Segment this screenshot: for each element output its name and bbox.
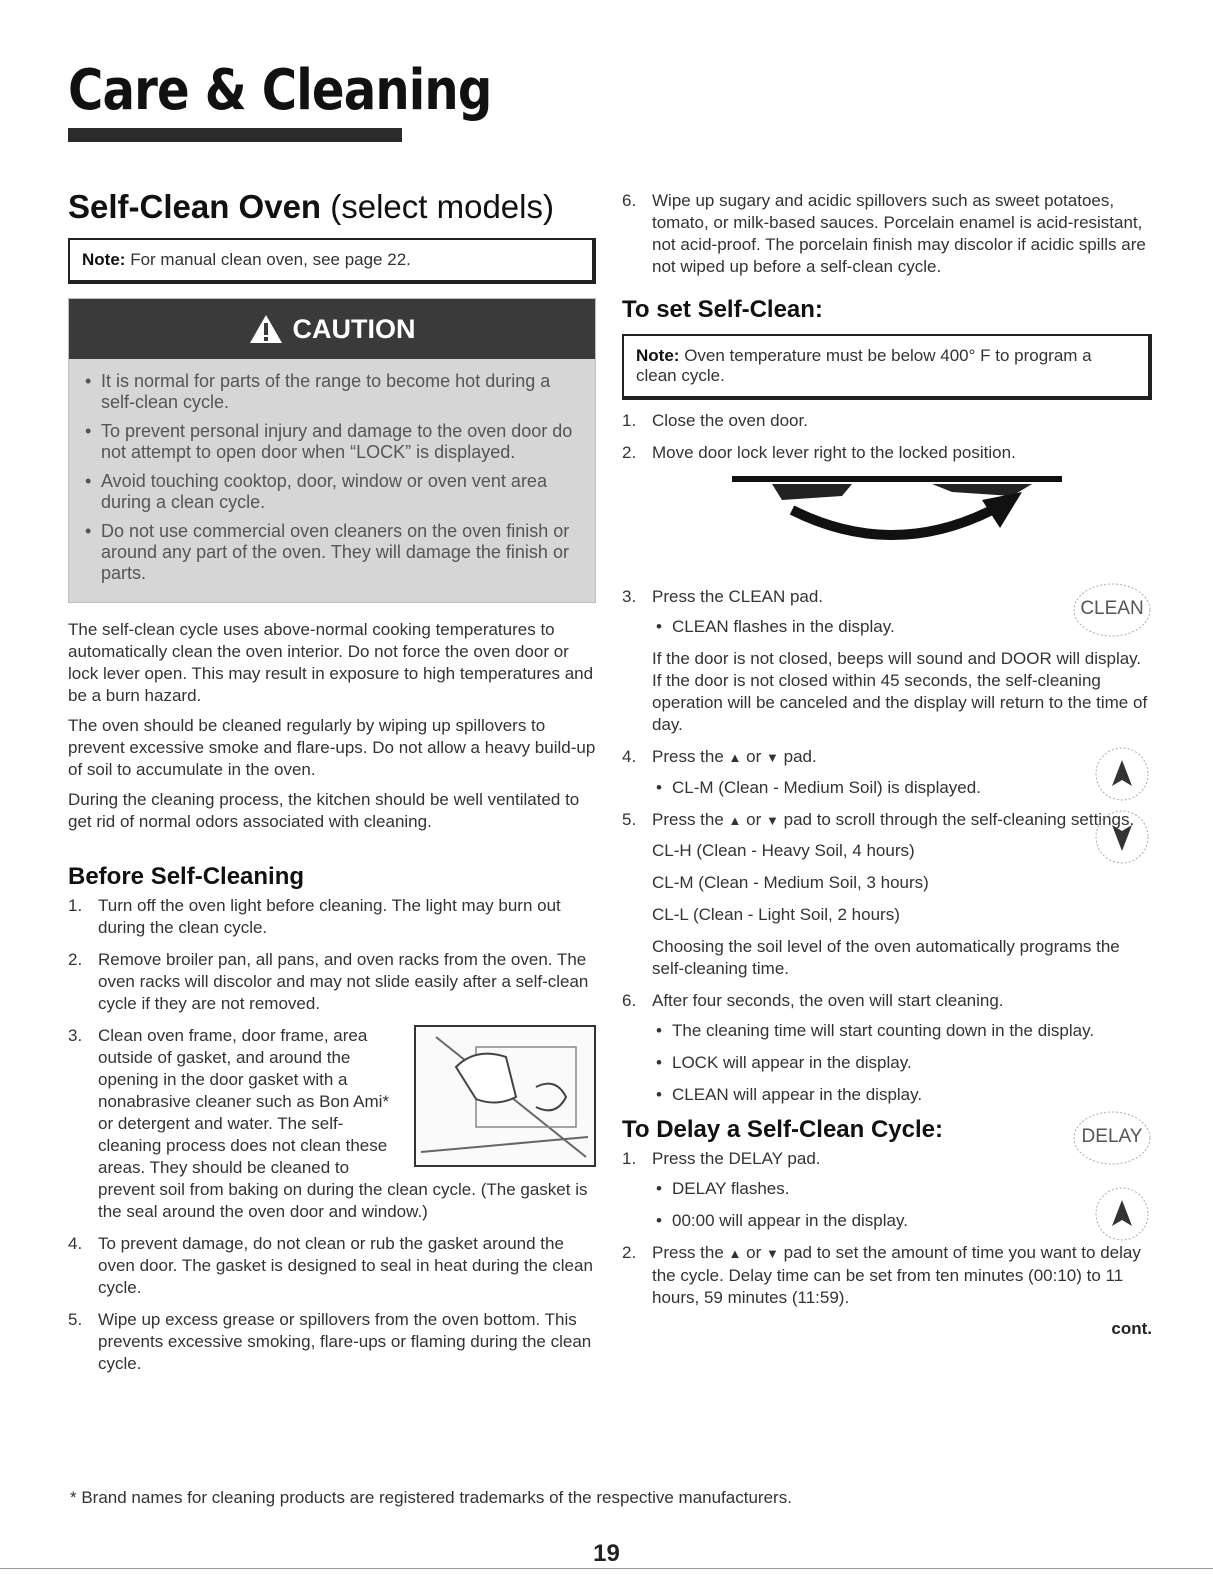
step-text: Move door lock lever right to the locked position.	[652, 443, 1016, 462]
bullet-item: • The cleaning time will start counting down in the display.	[652, 1020, 1152, 1042]
continued-label: cont.	[1111, 1319, 1152, 1338]
step-item	[622, 990, 1152, 1106]
clean-display-text: CLEAN	[1080, 598, 1144, 619]
step-number: 3.	[622, 587, 637, 606]
footnote: * Brand names for cleaning products are registered trademarks of the respective manufacturers.	[70, 1488, 792, 1507]
step-number: 5.	[622, 810, 637, 829]
bullet-item: • CLEAN flashes in the display.	[652, 616, 1152, 638]
caution-item: • It is normal for parts of the range to become hot during a self-clean cycle.	[79, 371, 585, 413]
step-text-post: pad.	[783, 747, 817, 766]
note-label: Note:	[636, 346, 680, 365]
note-label: Note:	[82, 250, 126, 269]
step-number: 2.	[622, 443, 637, 462]
step-item	[622, 190, 1152, 278]
step-number: 1.	[68, 896, 83, 915]
down-arrow-pad-icon	[1092, 809, 1152, 865]
down-arrow-icon: ▼	[766, 1246, 779, 1261]
step-text-pre: Press the	[652, 1243, 724, 1262]
set-heading: To set Self-Clean:	[622, 296, 823, 323]
step-item	[622, 410, 1152, 432]
step-text: Press the CLEAN pad.	[652, 587, 824, 606]
step-text-or: or	[746, 810, 762, 829]
step-text: Wipe up excess grease or spillovers from the oven bottom. This prevents excessive smoking, flare-ups or flaming during the clean cycle.	[98, 1310, 592, 1373]
bullet-item: • 00:00 will appear in the display.	[652, 1210, 1152, 1232]
up-arrow-icon: ▲	[728, 813, 742, 828]
step-text: Turn off the oven light before cleaning. The light may burn out during the clean cycle.	[98, 896, 561, 937]
step-item	[68, 949, 596, 1015]
bullet-item: • DELAY flashes.	[652, 1178, 1152, 1200]
step-text: Close the oven door.	[652, 411, 808, 430]
step-number: 1.	[622, 1149, 637, 1168]
soil-level-line: CL-H (Clean - Heavy Soil, 4 hours)	[652, 841, 915, 860]
bullet-item: • LOCK will appear in the display.	[652, 1052, 1152, 1074]
down-arrow-icon: ▼	[766, 813, 779, 828]
step-item	[622, 809, 1152, 980]
note-text: Oven temperature must be below 400° F to program a clean cycle.	[636, 346, 1092, 385]
step-text: Wipe up sugary and acidic spillovers such as sweet potatoes, tomato, or milk-based sauces. Porcelain enamel is acid-resistant, not acid-proof. The porcelain finish may discolor if acidic spills are not wiped up before a self-clean cycle.	[652, 191, 1146, 276]
caution-item: • Avoid touching cooktop, door, window or oven vent area during a clean cycle.	[79, 471, 585, 513]
step-item	[622, 442, 1152, 576]
page-heading	[68, 188, 596, 226]
step-number: 6.	[622, 191, 637, 210]
step-number: 6.	[622, 991, 637, 1010]
bottom-rule	[0, 1568, 1213, 1569]
caution-item: • Do not use commercial oven cleaners on the oven finish or around any part of the oven. They will damage the finish or parts.	[79, 521, 585, 584]
note-text: For manual clean oven, see page 22.	[130, 250, 411, 269]
intro-paragraph: During the cleaning process, the kitchen should be well ventilated to get rid of normal odors associated with cleaning.	[68, 790, 580, 831]
section-title: Care & Cleaning	[68, 58, 492, 123]
down-arrow-icon: ▼	[766, 750, 779, 765]
right-column	[622, 190, 1152, 1339]
step-text-or: or	[746, 1243, 762, 1262]
step-item	[622, 586, 1152, 736]
step-number: 4.	[68, 1234, 83, 1253]
step-text: Remove broiler pan, all pans, and oven racks from the oven. The oven racks will discolor and may not slide easily after a self-clean cycle if they are not removed.	[98, 950, 589, 1013]
step-number: 2.	[68, 950, 83, 969]
step-item	[68, 1233, 596, 1299]
caution-list	[69, 359, 595, 584]
step-text: To prevent damage, do not clean or rub the gasket around the oven door. The gasket is designed to seal in heat during the clean cycle.	[98, 1234, 593, 1297]
title-rule	[68, 128, 402, 142]
step-text-pre: Press the	[652, 810, 724, 829]
step-item	[622, 1148, 1152, 1232]
before-steps	[68, 895, 596, 1375]
door-lock-lever-illustration	[732, 470, 1062, 560]
bullet-item: • CLEAN will appear in the display.	[652, 1084, 1152, 1106]
left-column	[68, 188, 596, 1385]
step-text: Clean oven frame, door frame, area outside of gasket, and around the opening in the door gasket with a nonabrasive cleaner such as Bon Ami* or detergent and water. The self-cleaning process does not clean these areas. They should be cleaned to prevent soil from baking on during the clean cycle. (The gasket is the seal around the oven door and window.)	[98, 1026, 588, 1221]
delay-heading: To Delay a Self-Clean Cycle:	[622, 1116, 943, 1143]
step-item	[68, 895, 596, 939]
warning-icon	[249, 314, 283, 344]
page-number: 19	[593, 1540, 620, 1567]
before-heading: Before Self-Cleaning	[68, 863, 305, 890]
step-item	[622, 1242, 1152, 1309]
soil-level-line: CL-L (Clean - Light Soil, 2 hours)	[652, 905, 900, 924]
step-item	[622, 746, 1152, 799]
intro-paragraph: The oven should be cleaned regularly by wiping up spillovers to prevent excessive smoke and flare-ups. Do not allow a heavy build-up of soil to accumulate in the oven.	[68, 716, 596, 779]
delay-display-text: DELAY	[1081, 1126, 1143, 1147]
caution-item: • To prevent personal injury and damage to the oven door do not attempt to open door when “LOCK” is displayed.	[79, 421, 585, 463]
step-number: 2.	[622, 1243, 637, 1262]
step-text-post: pad to scroll through the self-cleaning settings.	[783, 810, 1135, 829]
step-item	[68, 1309, 596, 1375]
caution-title: CAUTION	[292, 313, 416, 344]
note-box	[68, 238, 596, 284]
step-paragraph: If the door is not closed, beeps will sound and DOOR will display. If the door is not closed within 45 seconds, the self-cleaning operation will be canceled and the display will return to the time of day.	[652, 649, 1148, 734]
gasket-cleaning-illustration	[414, 1025, 596, 1167]
step-paragraph: Choosing the soil level of the oven automatically programs the self-cleaning time.	[652, 937, 1120, 978]
set-steps	[622, 410, 1152, 1106]
delay-steps	[622, 1148, 1152, 1309]
down-pad-icon	[1092, 809, 1152, 869]
step-text: Press the DELAY pad.	[652, 1149, 821, 1168]
step-number: 5.	[68, 1310, 83, 1329]
heading-main: Self-Clean Oven	[68, 188, 322, 225]
step-item	[68, 1025, 596, 1223]
bullet-item: • CL-M (Clean - Medium Soil) is displayed.	[652, 777, 1152, 799]
step-number: 3.	[68, 1026, 83, 1045]
step-text: After four seconds, the oven will start cleaning.	[652, 991, 1004, 1010]
set-note-box	[622, 334, 1152, 400]
step-text-or: or	[746, 747, 762, 766]
before-step-6	[622, 190, 1152, 278]
caution-header	[69, 299, 595, 359]
up-arrow-icon: ▲	[728, 750, 742, 765]
caution-box	[68, 298, 596, 603]
heading-sub: (select models)	[330, 188, 554, 225]
up-arrow-icon: ▲	[728, 1246, 742, 1261]
intro-paragraph: The self-clean cycle uses above-normal cooking temperatures to automatically clean the oven interior. Do not force the oven door or lock lever open. This may result in exposure to high temperatures and be a burn hazard.	[68, 620, 594, 705]
step-number: 4.	[622, 747, 637, 766]
step-text-post: pad to set the amount of time you want to delay the cycle. Delay time can be set from ten minutes (00:10) to 11 hours, 59 minutes (11:59).	[652, 1243, 1141, 1307]
step-number: 1.	[622, 411, 637, 430]
step-text-pre: Press the	[652, 747, 724, 766]
soil-level-line: CL-M (Clean - Medium Soil, 3 hours)	[652, 873, 929, 892]
